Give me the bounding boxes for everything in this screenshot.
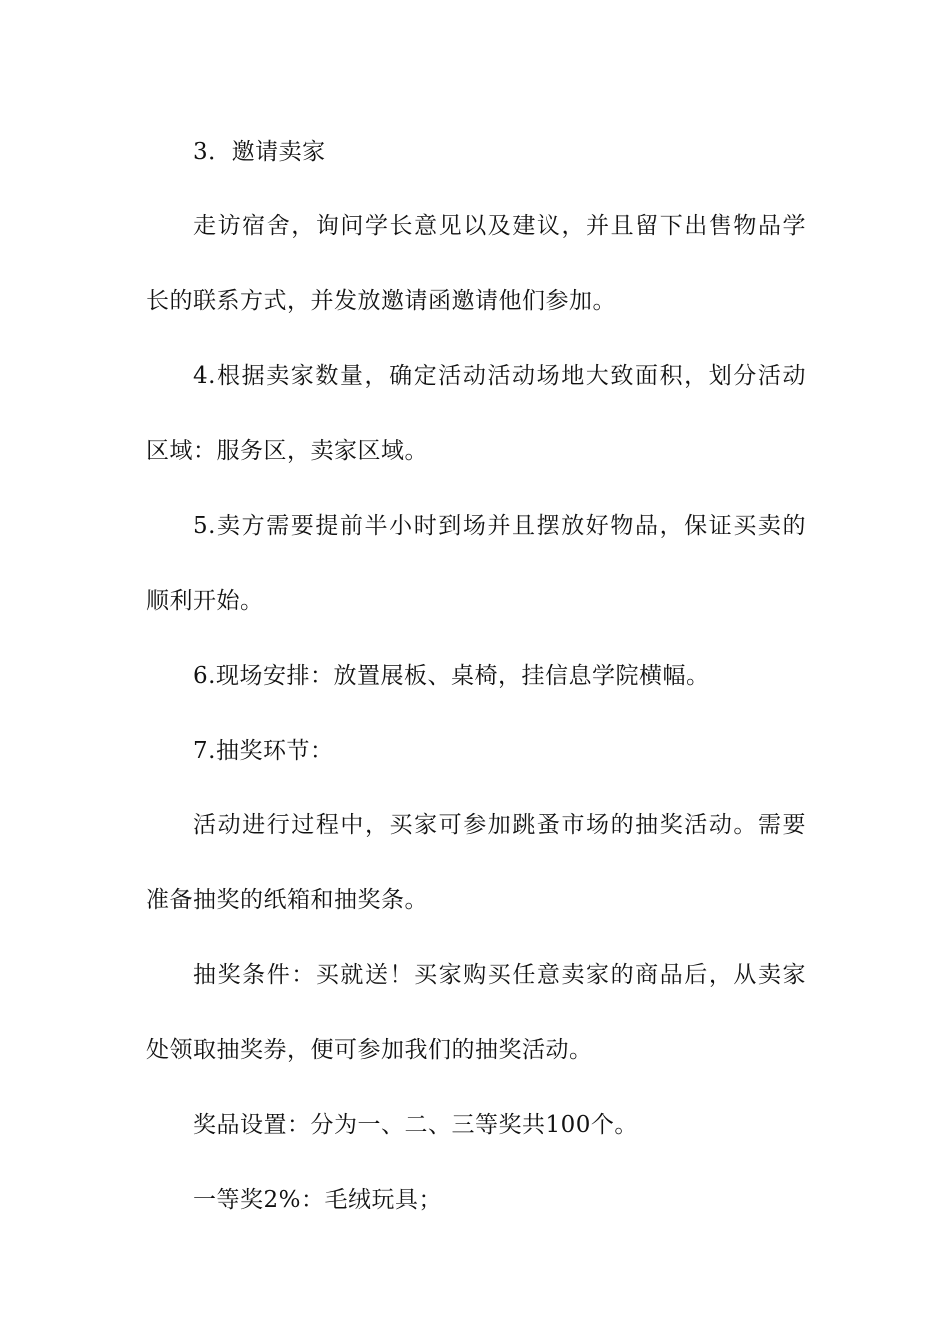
paragraph-line: 奖品设置：分为一、二、三等奖共100个。 bbox=[193, 1112, 638, 1138]
paragraph-line: 准备抽奖的纸箱和抽奖条。 bbox=[146, 887, 428, 913]
paragraph-line: 5.卖方需要提前半小时到场并且摆放好物品，保证买卖的 bbox=[193, 513, 806, 539]
paragraph-line: 走访宿舍，询问学长意见以及建议，并且留下出售物品学 bbox=[193, 213, 806, 239]
paragraph-line: 6.现场安排：放置展板、桌椅，挂信息学院横幅。 bbox=[193, 663, 710, 689]
paragraph-line: 区域：服务区，卖家区域。 bbox=[146, 438, 428, 464]
section-heading-invite-sellers: 3．邀请卖家 bbox=[193, 139, 326, 165]
paragraph-line: 长的联系方式，并发放邀请函邀请他们参加。 bbox=[146, 288, 616, 314]
paragraph-line: 一等奖2%：毛绒玩具； bbox=[193, 1187, 442, 1213]
paragraph-line: 抽奖条件：买就送！买家购买任意卖家的商品后，从卖家 bbox=[193, 962, 806, 988]
paragraph-line: 4.根据卖家数量，确定活动活动场地大致面积，划分活动 bbox=[193, 363, 806, 389]
paragraph-line: 顺利开始。 bbox=[146, 588, 264, 614]
section-heading-lottery: 7.抽奖环节： bbox=[193, 738, 334, 764]
paragraph-line: 活动进行过程中，买家可参加跳蚤市场的抽奖活动。需要 bbox=[193, 812, 806, 838]
paragraph-line: 处领取抽奖券，便可参加我们的抽奖活动。 bbox=[146, 1037, 593, 1063]
